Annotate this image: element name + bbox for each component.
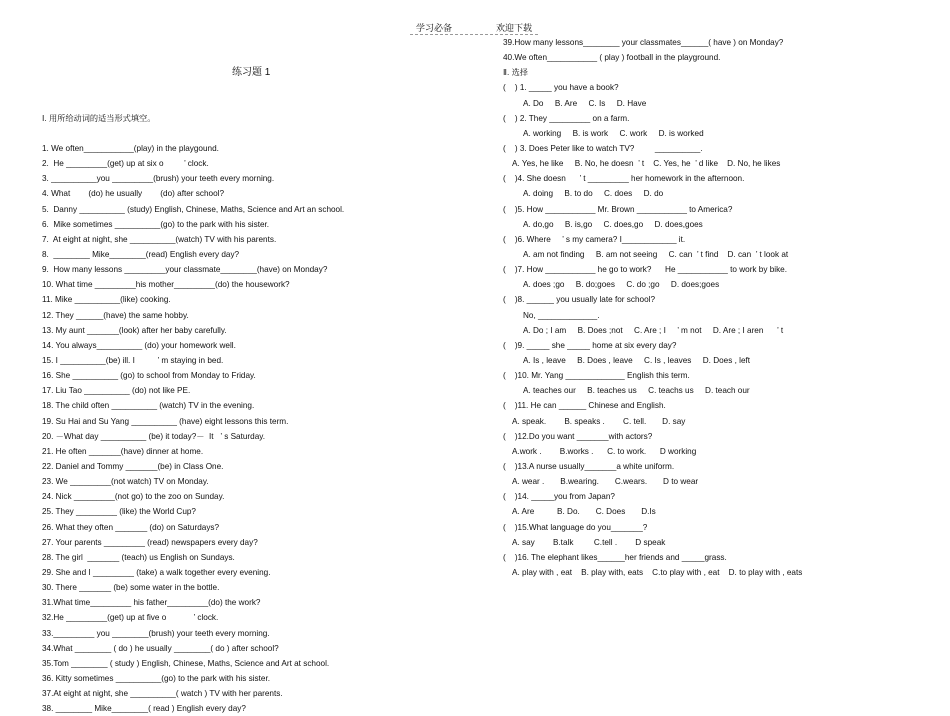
fill-blank-question: 6. Mike sometimes __________(go) to the park with his sister. [42,219,270,229]
fill-blank-question: 11. Mike __________(like) cooking. [42,295,171,305]
fill-blank-question: 38. ________ Mike________( read ) English every day? [42,704,246,714]
fill-blank-question: 4. What (do) he usually (do) after school? [42,189,225,199]
fill-blank-question: 31.What time_________ his father_________(do) the work? [42,598,261,608]
section-1-heading: Ⅰ. 用所给动词的适当形式填空。 [42,113,156,123]
fill-blank-question: 34.What ________ ( do ) he usually ________( do ) after school? [42,643,279,653]
fill-blank-question: 35.Tom ________ ( study ) English, Chinese, Maths, Science and Art at school. [42,658,330,668]
fill-blank-question: 12. They ______(have) the same hobby. [42,310,189,320]
fill-blank-question: 8. ________ Mike________(read) English every day? [42,250,240,260]
fill-blank-question: 10. What time _________his mother_________(do) the housework? [42,280,290,290]
fill-blank-question: 5. Danny __________ (study) English, Chinese, Maths, Science and Art an school. [42,204,345,214]
fill-blank-question: 13. My aunt _______(look) after her baby carefully. [42,325,227,335]
choice-question: ( ) 3. Does Peter like to watch TV? __________. [503,143,703,153]
choice-question: ( )5. How ___________ Mr. Brown ___________ to America? [503,204,733,214]
choice-question: ( )12.Do you want _______with actors? [503,431,653,441]
fill-blank-question: 19. Su Hai and Su Yang __________ (have) eight lessons this term. [42,416,289,426]
choice-options: A. Do B. Are C. Is D. Have [523,98,647,108]
choice-options: A. does ;go B. do;goes C. do ;go D. does;goes [523,280,720,290]
fill-blank-question: 40.We often___________ ( play ) football in the playground. [503,53,721,63]
choice-question: ( )6. Where ’ s my camera? I____________ it. [503,234,686,244]
fill-blank-question: 9. How many lessons _________your classmate________(have) on Monday? [42,265,328,275]
fill-blank-question: 25. They _________ (like) the World Cup? [42,507,196,517]
choice-options: A. wear . B.wearing. C.wears. D to wear [512,477,699,487]
choice-question: ( )11. He can ______ Chinese and English. [503,401,666,411]
fill-blank-question: 1. We often___________(play) in the playgound. [42,144,219,154]
choice-question: ( )16. The elephant likes______her friends and _____grass. [503,552,727,562]
choice-options: A. Yes, he like B. No, he doesn ’ t C. Yes, he ’ d like D. No, he likes [512,159,781,169]
choice-options: A. do,go B. is,go C. does,go D. does,goes [523,219,703,229]
header-left-text: 学习必备 [416,23,453,33]
fill-blank-question: 3. __________you _________(brush) your teeth every morning. [42,174,275,184]
choice-question: ( )8. ______ you usually late for school? [503,295,656,305]
fill-blank-question: 2. He _________(get) up at six o ’ clock. [42,159,209,169]
choice-question: ( )13.A nurse usually_______a white uniform. [503,461,675,471]
fill-blank-question: 30. There _______ (be) some water in the bottle. [42,583,220,593]
fill-blank-question: 17. Liu Tao __________ (do) not like PE. [42,386,191,396]
choice-question: ( )15.What language do you_______? [503,522,648,532]
fill-blank-question: 39.How many lessons________ your classmates______( have ) on Monday? [503,38,784,47]
choice-options: A. teaches our B. teaches us C. teachs us D. teach our [523,386,750,396]
fill-blank-question: 26. What they often _______ (do) on Saturdays? [42,522,220,532]
choice-options: A. Is , leave B. Does , leave C. Is , leaves D. Does , left [523,355,751,365]
choice-question: ( )4. She doesn ’ t _________ her homework in the afternoon. [503,174,745,184]
header-right-text: 欢迎下载 [496,23,533,33]
choice-question: ( )14. _____you from Japan? [503,492,615,502]
left-column [42,35,452,716]
worksheet-title: 练习题 1 [232,67,271,79]
choice-options: A. working B. is work C. work D. is worked [523,128,704,138]
choice-question: ( )9. _____ she _____ home at six every day? [503,340,677,350]
page-header [410,20,538,35]
fill-blank-question: 33._________ you ________(brush) your teeth every morning. [42,628,270,638]
choice-question: ( ) 2. They _________ on a farm. [503,113,630,123]
choice-question: ( )10. Mr. Yang _____________ English this term. [503,371,690,381]
choice-options: A. say B.talk C.tell . D speak [512,537,666,547]
fill-blank-question: 7. At eight at night, she __________(watch) TV with his parents. [42,234,277,244]
fill-blank-question: 14. You always__________ (do) your homework well. [42,340,236,350]
fill-blank-question: 15. I __________(be) ill. I ’ m staying in bed. [42,356,224,366]
fill-blank-question: 29. She and I _________ (take) a walk together every evening. [42,568,271,577]
fill-blank-question: 20. －What day __________ (be) it today?－ It ’ s Saturday. [42,431,266,441]
section-2-heading: Ⅱ. 选择 [503,68,528,78]
fill-blank-question: 22. Daniel and Tommy _______(be) in Class One. [42,462,224,472]
fill-blank-question: 28. The girl _______ (teach) us English on Sundays. [42,552,235,562]
fill-blank-question: 37.At eight at night, she __________( watch ) TV with her parents. [42,689,283,699]
right-column [503,35,923,580]
fill-blank-question: 36. Kitty sometimes __________(go) to the park with his sister. [42,673,271,683]
choice-options: A. doing B. to do C. does D. do [523,189,664,199]
choice-options: A. speak. B. speaks . C. tell. D. say [512,416,686,426]
fill-blank-question: 18. The child often __________ (watch) TV in the evening. [42,401,255,411]
fill-blank-question: 32.He _________(get) up at five o ’ clock. [42,613,219,623]
choice-options: A. Are B. Do. C. Does D.Is [512,507,656,517]
fill-blank-question: 27. Your parents _________ (read) newspapers every day? [42,537,258,547]
choice-options: A. play with , eat B. play with, eats C.to play with , eat D. to play with , eats [512,567,803,577]
choice-options: A.work . B.works . C. to work. D working [512,446,697,456]
choice-options: No, _____________. [523,310,600,320]
fill-blank-question: 24. Nick _________(not go) to the zoo on Sunday. [42,492,225,502]
fill-blank-question: 16. She __________ (go) to school from Monday to Friday. [42,371,256,381]
choice-question: ( ) 1. _____ you have a book? [503,83,619,93]
choice-question: ( )7. How ___________ he go to work? He ___________ to work by bike. [503,265,788,275]
choice-options: A. am not finding B. am not seeing C. can ’ t find D. can ’ t look at [523,249,789,259]
fill-blank-question: 23. We _________(not watch) TV on Monday. [42,477,209,487]
choice-options: A. Do ; I am B. Does ;not C. Are ; I ’ m not D. Are ; I aren ’ t [523,325,784,335]
fill-blank-question: 21. He often _______(have) dinner at home. [42,446,204,456]
